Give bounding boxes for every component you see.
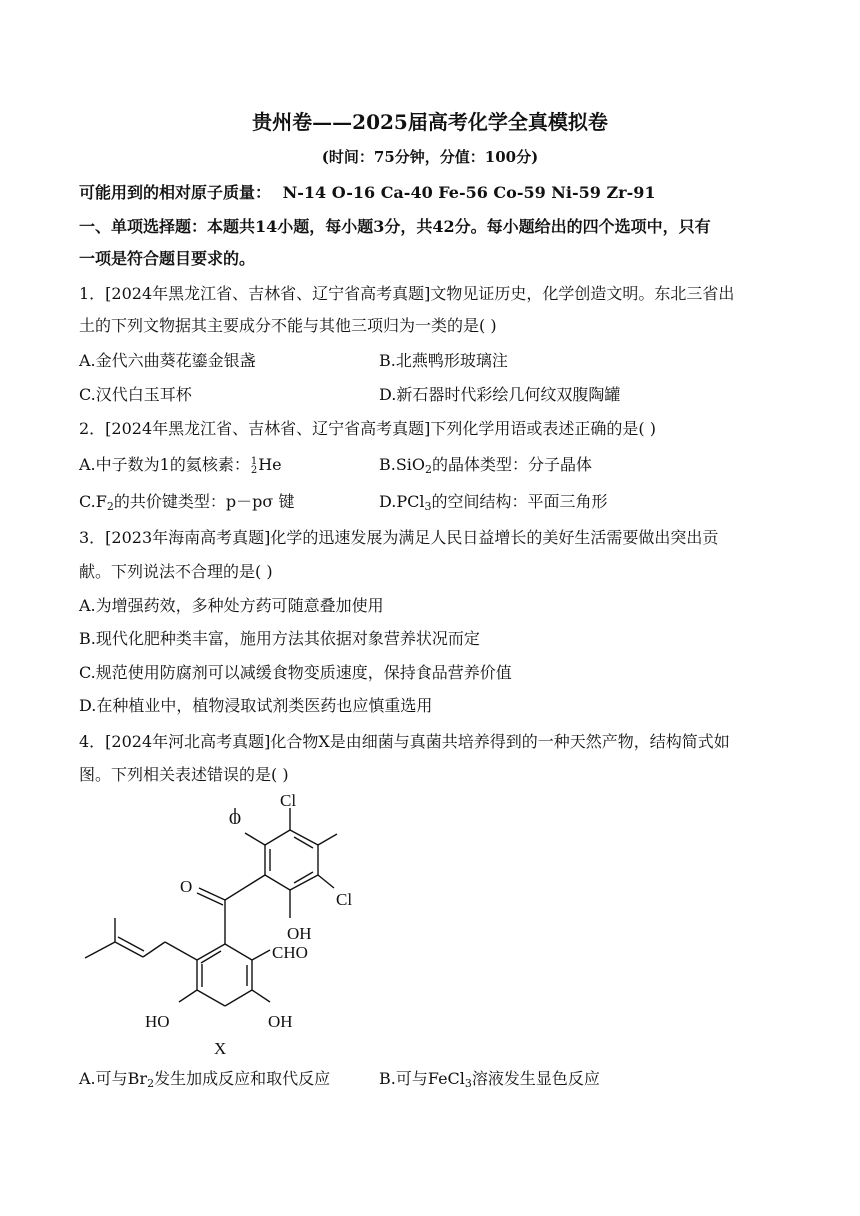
q1-option-d: D.新石器时代彩绘几何纹双腹陶罐: [379, 385, 621, 404]
q2-option-c-pre: C.F: [79, 492, 107, 511]
q3-option-c: C.规范使用防腐剂可以减缓食物变质速度，保持食品营养价值: [79, 663, 512, 682]
q2-option-c-post: 的共价键类型：p－pσ 键: [113, 492, 295, 511]
label-compound-x: X: [214, 1039, 227, 1058]
label-oh-right: OH: [268, 1012, 293, 1031]
q1-option-c: C.汉代白玉耳杯: [79, 385, 192, 404]
q2-option-a-symbol: He: [258, 455, 282, 474]
q3-stem-line2: 献。下列说法不合理的是( ): [79, 562, 273, 581]
label-cho: CHO: [272, 943, 308, 962]
compound-x-structure: [75, 790, 353, 1062]
q2-option-c: [79, 491, 294, 518]
q2-option-a-number: 2: [250, 464, 258, 476]
q2-option-d-pre: D.PCl: [379, 492, 425, 511]
q2-option-c-sub: 2: [106, 500, 114, 513]
atomic-masses: [79, 182, 656, 204]
q1-option-a: A.金代六曲葵花鎏金银盏: [79, 351, 256, 370]
q1-stem-line1: 1．[2024年黑龙江省、吉林省、辽宁省高考真题]文物见证历史，化学创造文明。东北三省出: [79, 284, 735, 303]
q4-option-a-sub: 2: [147, 1077, 155, 1090]
q3-option-a: A.为增强药效，多种处方药可随意叠加使用: [79, 596, 384, 615]
section-heading-line2: 一项是符合题目要求的。: [79, 249, 256, 268]
q4-option-b-pre: B.可与FeCl: [379, 1069, 465, 1088]
exam-title: 贵州卷——2025届高考化学全真模拟卷: [252, 110, 608, 134]
q3-option-b: B.现代化肥种类丰富，施用方法其依据对象营养状况而定: [79, 629, 480, 648]
q2-option-b-sub: 2: [425, 463, 433, 476]
section-heading-line1: 一、单项选择题：本题共14小题，每小题3分，共42分。每小题给出的四个选项中，只有: [79, 217, 711, 236]
q2-option-d-post: 的空间结构：平面三角形: [431, 492, 608, 511]
q4-option-b-post: 溶液发生显色反应: [471, 1069, 600, 1088]
q2-option-a: [79, 454, 282, 476]
q4-option-a-post: 发生加成反应和取代反应: [154, 1069, 331, 1088]
q4-option-b-sub: 3: [464, 1077, 472, 1090]
label-methoxy-o: O: [228, 809, 242, 828]
label-carbonyl-o: O: [180, 877, 193, 896]
q2-option-b-pre: B.SiO: [379, 455, 426, 474]
q3-option-d: D.在种植业中，植物浸取试剂类医药也应慎重选用: [79, 696, 433, 715]
q1-option-b: B.北燕鸭形玻璃注: [379, 351, 508, 370]
q1-stem-line2: 土的下列文物据其主要成分不能与其他三项归为一类的是( ): [79, 316, 497, 335]
q4-option-b: [379, 1068, 600, 1095]
q4-option-a: [79, 1068, 330, 1095]
atomic-masses-label: 可能用到的相对原子质量：: [79, 183, 272, 202]
label-ho-left: HO: [145, 1012, 170, 1031]
label-cl-right: Cl: [336, 890, 353, 909]
q3-stem-line1: 3．[2023年海南高考真题]化学的迅速发展为满足人民日益增长的美好生活需要做出突出贡: [79, 528, 719, 547]
q2-option-d-sub: 3: [424, 500, 432, 513]
q2-option-b-post: 的晶体类型：分子晶体: [432, 455, 593, 474]
label-cl-top: Cl: [280, 791, 297, 810]
q4-option-a-pre: A.可与Br: [79, 1069, 148, 1088]
atomic-masses-values: N-14 O-16 Ca-40 Fe-56 Co-59 Ni-59 Zr-91: [282, 183, 656, 202]
q2-option-d: [379, 491, 607, 518]
q2-option-a-mass: 1: [250, 455, 258, 467]
label-oh-upper: OH: [287, 924, 312, 943]
exam-subtitle: (时间：75分钟，分值：100分): [321, 148, 539, 166]
q4-stem-line2: 图。下列相关表述错误的是( ): [79, 765, 289, 784]
q2-option-a-text: A.中子数为1的氦核素：: [79, 455, 250, 474]
structure-bonds: [85, 808, 337, 1006]
q2-option-b: [379, 454, 592, 481]
q2-stem-line1: 2．[2024年黑龙江省、吉林省、辽宁省高考真题]下列化学用语或表述正确的是( ): [79, 419, 656, 438]
q4-stem-line1: 4．[2024年河北高考真题]化合物X是由细菌与真菌共培养得到的一种天然产物，结构简式如: [79, 732, 730, 751]
